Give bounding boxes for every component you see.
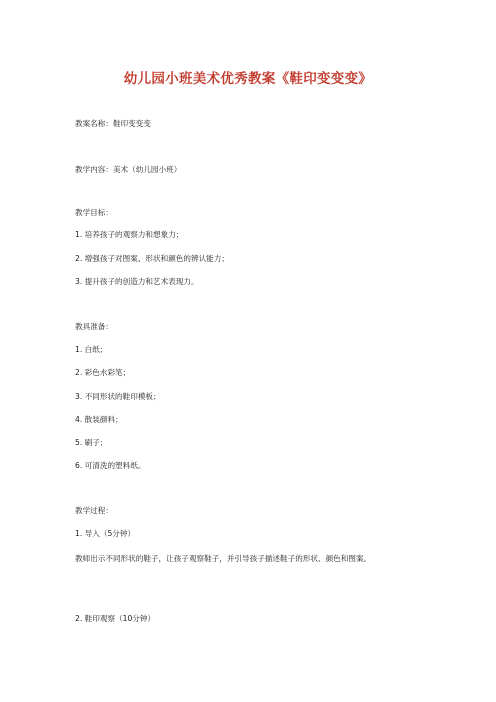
process-heading: 教学过程： [75, 506, 113, 515]
material-item: 3. 不同形状的鞋印模板； [75, 392, 161, 401]
document-title: 幼儿园小班美术优秀教案《鞋印变变变》 [123, 71, 373, 87]
process-step-text: 教师出示不同形状的鞋子，让孩子观察鞋子，并引导孩子描述鞋子的形状、颜色和图案。 [75, 554, 372, 563]
process-step-title: 2. 鞋印观察（10分钟） [75, 614, 156, 623]
objective-item: 3. 提升孩子的创造力和艺术表现力。 [75, 277, 199, 286]
process-step-title: 1. 导入（5分钟） [75, 529, 136, 538]
objective-item: 1. 培养孩子的观察力和想象力； [75, 230, 184, 239]
materials-heading: 教具准备： [75, 322, 113, 331]
material-item: 4. 散装颜料； [75, 415, 123, 424]
lesson-name-line: 教案名称：鞋印变变变 [75, 119, 151, 128]
lesson-content-line: 教学内容：美术（幼儿园小班） [75, 165, 182, 174]
material-item: 5. 刷子； [75, 438, 108, 447]
objective-item: 2. 增强孩子对图案、形状和颜色的辨认能力； [75, 254, 229, 263]
material-item: 6. 可清洗的塑料纸。 [75, 461, 146, 470]
material-item: 2. 彩色水彩笔； [75, 368, 131, 377]
objectives-heading: 教学目标： [75, 208, 113, 217]
material-item: 1. 白纸； [75, 345, 108, 354]
